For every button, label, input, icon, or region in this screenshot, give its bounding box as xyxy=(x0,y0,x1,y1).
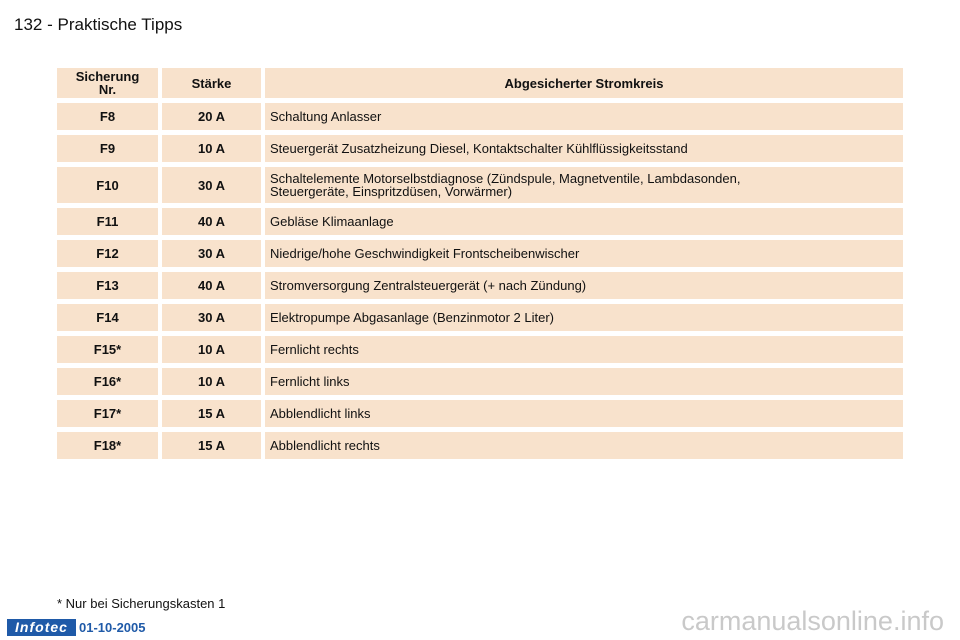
fuse-rating: 10 A xyxy=(162,368,261,395)
fuse-number: F16* xyxy=(57,368,158,395)
table-row xyxy=(57,167,903,203)
fuse-number: F12 xyxy=(57,240,158,267)
fuse-number: F17* xyxy=(57,400,158,427)
fuse-circuit: Stromversorgung Zentralsteuergerät (+ nach Zündung) xyxy=(265,272,903,299)
fuse-circuit: Schaltung Anlasser xyxy=(265,103,903,130)
table-row xyxy=(57,103,903,130)
fuse-circuit: Fernlicht links xyxy=(265,368,903,395)
column-header-sicherung-nr xyxy=(57,68,158,98)
column-header-sicherung-line2: Nr. xyxy=(98,82,117,97)
fuse-circuit: Abblendlicht links xyxy=(265,400,903,427)
fuse-circuit: Abblendlicht rechts xyxy=(265,432,903,459)
table-row xyxy=(57,368,903,395)
fuse-circuit: Niedrige/hohe Geschwindigkeit Frontscheibenwischer xyxy=(265,240,903,267)
table-row xyxy=(57,135,903,162)
table-row xyxy=(57,208,903,235)
table-row xyxy=(57,400,903,427)
fuse-rating: 40 A xyxy=(162,272,261,299)
fuse-rating: 15 A xyxy=(162,400,261,427)
footnote: * Nur bei Sicherungskasten 1 xyxy=(57,596,226,611)
fuse-circuit: Fernlicht rechts xyxy=(265,336,903,363)
infotec-logo: Infotec xyxy=(7,619,76,636)
page-title: Praktische Tipps xyxy=(57,15,183,34)
fuse-rating: 30 A xyxy=(162,240,261,267)
table-row xyxy=(57,336,903,363)
watermark: carmanualsonline.info xyxy=(681,606,944,636)
fuse-rating: 20 A xyxy=(162,103,261,130)
fuse-rating: 40 A xyxy=(162,208,261,235)
fuse-rating: 15 A xyxy=(162,432,261,459)
table-row xyxy=(57,240,903,267)
fuse-number: F13 xyxy=(57,272,158,299)
column-header-sicherung-line1: Sicherung xyxy=(75,69,140,84)
fuse-number: F11 xyxy=(57,208,158,235)
fuse-rating: 30 A xyxy=(162,167,261,203)
page-number: 132 xyxy=(14,15,43,34)
column-header-staerke: Stärke xyxy=(162,68,261,98)
table-header-row xyxy=(57,68,903,98)
page-header xyxy=(14,15,182,35)
fuse-circuit: Steuergerät Zusatzheizung Diesel, Kontaktschalter Kühlflüssigkeitsstand xyxy=(265,135,903,162)
table-row xyxy=(57,272,903,299)
header-separator: - xyxy=(47,15,53,34)
column-header-stromkreis: Abgesicherter Stromkreis xyxy=(265,68,903,98)
fuse-number: F9 xyxy=(57,135,158,162)
fuse-number: F8 xyxy=(57,103,158,130)
table-row xyxy=(57,304,903,331)
table-row xyxy=(57,432,903,459)
fuse-number: F15* xyxy=(57,336,158,363)
fuse-number: F10 xyxy=(57,167,158,203)
fuse-circuit: Elektropumpe Abgasanlage (Benzinmotor 2 Liter) xyxy=(265,304,903,331)
fuse-circuit: Gebläse Klimaanlage xyxy=(265,208,903,235)
fuse-number: F14 xyxy=(57,304,158,331)
fuse-circuit-line2: Steuergeräte, Einspritzdüsen, Vorwärmer) xyxy=(270,184,513,199)
fuse-circuit-line1: Schaltelemente Motorselbstdiagnose (Zündspule, Magnetventile, Lambdasonden, xyxy=(270,171,741,186)
fuse-rating: 10 A xyxy=(162,336,261,363)
fuse-number: F18* xyxy=(57,432,158,459)
fuse-rating: 10 A xyxy=(162,135,261,162)
fuse-table xyxy=(57,68,903,464)
publication-date: 01-10-2005 xyxy=(79,620,146,635)
fuse-rating: 30 A xyxy=(162,304,261,331)
fuse-circuit xyxy=(265,167,903,203)
